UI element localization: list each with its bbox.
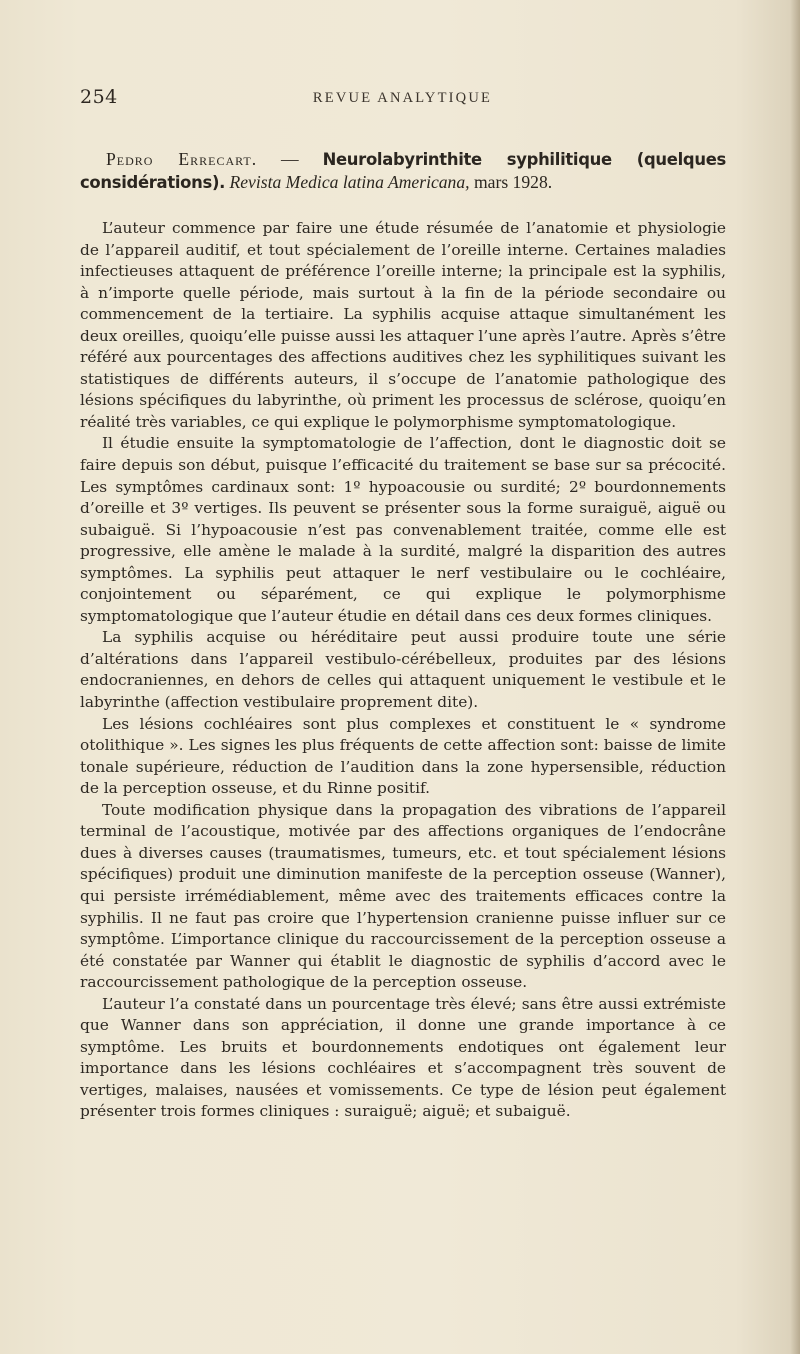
paragraph: Les lésions cochléaires sont plus complexes et constituent le « syndrome otolithique ». Les signes les plus fréquents de cette affection sont: baisse de limite tonale supérieure, réduction de l’audition dans la zone hypersensible, réduction de la perception osseuse, et du Rinne positif. — [80, 714, 726, 798]
article — [80, 148, 726, 1123]
running-title: REVUE ANALYTIQUE — [312, 90, 493, 106]
author-name: Pedro Errecart. — [106, 149, 258, 169]
publication-date: mars 1928. — [469, 172, 553, 192]
page-edge-shadow — [790, 0, 800, 1354]
citation — [80, 148, 726, 194]
paragraph: Toute modification physique dans la propagation des vibrations de l’appareil terminal de l’acoustique, motivée par des affections organiques de l’endocrâne dues à diverses causes (traumatismes, tumeurs, etc. et tout spécialement lésions spécifiques) produit une diminution manifeste de la perception osseuse (Wanner), qui persiste irrémédiablement, même avec des traitements efficaces contre la syphilis. Il ne faut pas croire que l’hypertension cranienne puisse influer sur ce symptôme. L’importance clinique du raccourcissement de la perception osseuse a été constatée par Wanner qui établit le diagnostic de syphilis d’accord avec le raccourcissement pathologique de la perception osseuse. — [80, 800, 726, 992]
paragraph: La syphilis acquise ou héréditaire peut aussi produire toute une série d’altérations dans l’appareil vestibulo-cérébelleux, produites par des lésions endocraniennes, en dehors de celles qui attaquent uniquement le vestibule et le labyrinthe (affection vestibulaire proprement dite). — [80, 628, 726, 712]
article-title: Neurolabyrinthite syphilitique (quelques considérations). — [80, 150, 726, 192]
journal-name: Revista Medica latina Americana, — [229, 172, 470, 192]
page-header — [80, 86, 725, 114]
paragraph: L’auteur l’a constaté dans un pourcentage très élevé; sans être aussi extrémiste que Wanner dans son appréciation, il donne une grande importance à ce symptôme. Les bruits et bourdonnements endotiques ont également leur importance dans les lésions cochléaires et s’accompagnent très souvent de vertiges, malaises, nausées et vomissements. Ce type de lésion peut également présenter trois formes cliniques : suraiguë; aiguë; et subaiguë. — [80, 994, 726, 1121]
paragraph: Il étudie ensuite la symptomatologie de l’affection, dont le diagnostic doit se faire depuis son début, puisque l’efficacité du traitement se base sur sa précocité. Les symptômes cardinaux sont: 1º hypoacousie ou surdité; 2º bourdonnements d’oreille et 3º vertiges. Ils peuvent se présenter sous la forme suraiguë, aiguë ou subaiguë. Si l’hypoacousie n’est pas convenablement traitée, comme elle est progressive, elle amène le malade à la surdité, malgré la disparition des autres symptômes. La syphilis peut attaquer le nerf vestibulaire ou le cochléaire, conjointement ou séparément, ce qui explique le polymorphisme symptomatologique que l’auteur étudie en détail dans ces deux formes cliniques. — [80, 434, 726, 625]
paragraph: L’auteur commence par faire une étude résumée de l’anatomie et physiologie de l’appareil auditif, et tout spécialement de l’oreille interne. Certaines maladies infectieuses attaquent de préférence l’oreille interne; la principale est la syphilis, à n’importe quelle période, mais surtout à la fin de la période secondaire ou commencement de la tertiaire. La syphilis acquise attaque simultanément les deux oreilles, quoiqu’elle puisse aussi les attaquer l’une après l’autre. Après s’être référé aux pourcentages des affections auditives chez les syphilitiques suivant les statistiques de différents auteurs, il s’occupe de l’anatomie pathologique des lésions spécifiques du labyrinthe, où priment les processus de sclérose, quoiqu’en réalité très variables, ce qui explique le polymorphisme symptomatologique. — [80, 219, 726, 431]
page-number: 254 — [80, 86, 118, 108]
body-text — [80, 218, 726, 1123]
citation-separator: — — [257, 149, 323, 169]
